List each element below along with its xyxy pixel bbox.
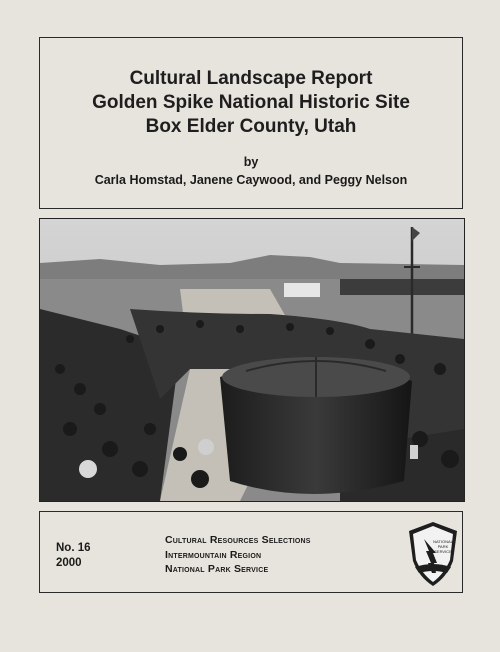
historic-photo <box>39 218 465 502</box>
series-line-2: Intermountain Region <box>165 548 262 561</box>
svg-text:NATIONAL: NATIONAL <box>433 539 453 544</box>
photo-hat <box>79 460 97 478</box>
series-number-block <box>56 541 91 571</box>
photo-tent <box>284 283 320 297</box>
series-line-3: National Park Service <box>165 563 269 575</box>
nps-arrowhead-icon <box>407 521 459 587</box>
series-year: 2000 <box>56 557 82 569</box>
title-line-3: Box Elder County, Utah <box>145 116 357 137</box>
title-panel <box>39 37 463 209</box>
svg-text:PARK: PARK <box>437 544 449 549</box>
series-panel <box>39 511 463 593</box>
title-line-2: Golden Spike National Historic Site <box>92 92 410 113</box>
series-info <box>165 533 311 577</box>
series-line-1: Cultural Resources Selections <box>165 534 311 546</box>
series-number: No. 16 <box>56 542 91 554</box>
svg-text:SERVICE: SERVICE <box>434 549 452 554</box>
byline: by <box>243 155 259 169</box>
report-title <box>40 67 462 139</box>
photo-illustration <box>40 219 464 501</box>
photo-train <box>340 279 464 295</box>
title-line-1: Cultural Landscape Report <box>129 68 373 89</box>
authors: Carla Homstad, Janene Caywood, and Peggy Nelson <box>94 173 408 187</box>
